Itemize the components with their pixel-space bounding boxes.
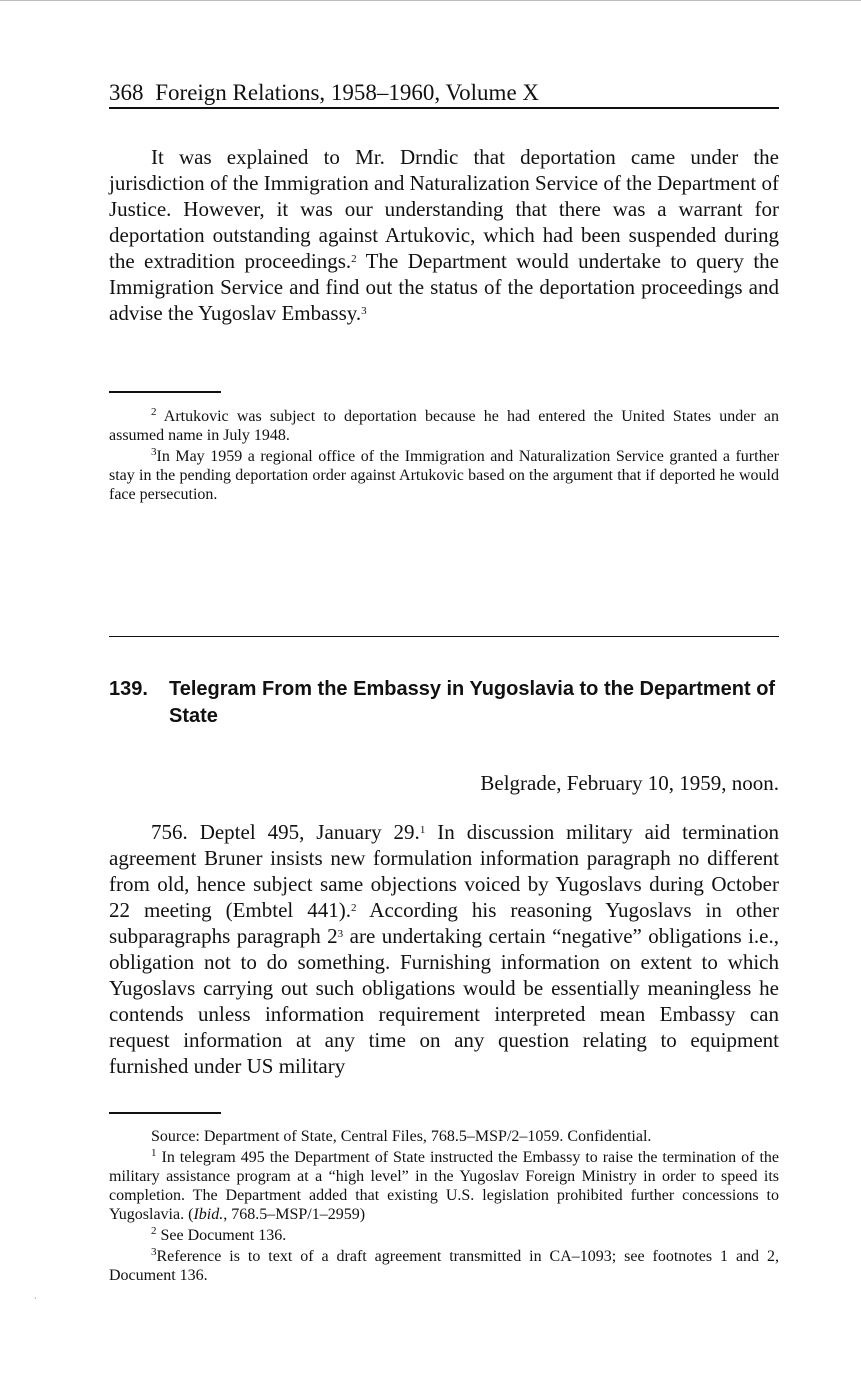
footnote-ref-1: 1 xyxy=(419,824,426,836)
footnote-3b: $^3$Reference is to text of a draft agreement transmitted in CA–1093; see footnotes 1 and 2, Document 136. xyxy=(109,1246,779,1284)
scan-speck: · xyxy=(34,1294,37,1303)
footnote-ref-3: 3 xyxy=(361,305,367,317)
footnotes-top xyxy=(109,407,779,506)
document-number: 139. xyxy=(109,678,148,700)
footnote-1: $^1$ In telegram 495 the Department of State instructed the Embassy to raise the termination of the military assistance program at a “high level” in the Yugoslav Foreign Ministry in order to speed its completion. The Department added that existing U.S. legislation prohibited further concessions to Yugoslavia. (Ibid., 768.5–MSP/1–2959) xyxy=(109,1147,780,1223)
dateline: Belgrade, February 10, 1959, noon. xyxy=(480,771,779,795)
footnote-ref-2b: 2 xyxy=(350,902,357,914)
footnote-ref-2: 2 xyxy=(351,253,357,265)
running-header xyxy=(109,78,779,108)
footnote-ref-3b: 3 xyxy=(337,928,344,940)
continued-paragraph: It was explained to Mr. Drndic that deportation came under the jurisdiction of the Immigration and Naturalization Service of the Department of Justice. However, it was our understanding that there was a warrant for deportation outstanding against Artukovic, which had been suspended during the extradition proceedings.$^2$ The Department would undertake to query the Immigration Service and find out the status of the deportation proceedings and advise the Yugoslav Embassy.$^3$ xyxy=(109,145,779,325)
footnotes-bottom xyxy=(109,1127,779,1287)
footnote-separator-2 xyxy=(109,1112,221,1114)
running-title: Foreign Relations, 1958–1960, Volume X xyxy=(155,80,540,105)
document-title: Telegram From the Embassy in Yugoslavia to the Department of State xyxy=(169,678,776,727)
footnote-separator xyxy=(109,391,221,393)
scan-top-edge xyxy=(0,0,861,1)
source-note: Source: Department of State, Central Files, 768.5–MSP/2–1059. Confidential. xyxy=(151,1128,652,1145)
header-rule xyxy=(109,107,779,109)
section-rule xyxy=(109,636,779,637)
document-heading xyxy=(109,676,779,730)
footnote-2b: $^2$ See Document 136. xyxy=(151,1225,287,1244)
telegram-body: 756. Deptel 495, January 29.$^1$ In discussion military aid termination agreement Bruner insists new formulation information paragraph no different from old, hence subject same objections voiced by Yugoslavs during October 22 meeting (Embtel 441).$^2$ According his reasoning Yugoslavs in other subparagraphs paragraph $2^3$ are undertaking certain “negative” obligations i.e., obligation not to do something. Furnishing information on extent to which Yugoslavs carrying out such obligations would be essentially meaningless he contends unless information requirement interpreted mean Embassy can request information at any time on any question relating to equipment furnished under US military xyxy=(109,820,779,1078)
page-number: 368 xyxy=(109,80,144,105)
footnote-3: $^3$In May 1959 a regional office of the Immigration and Naturalization Service granted a further stay in the pending deportation order against Artukovic based on the argument that if deported he would face persecution. xyxy=(109,446,779,503)
footnote-2: $^2$ Artukovic was subject to deportation because he had entered the United States under an assumed name in July 1948. xyxy=(109,406,779,444)
